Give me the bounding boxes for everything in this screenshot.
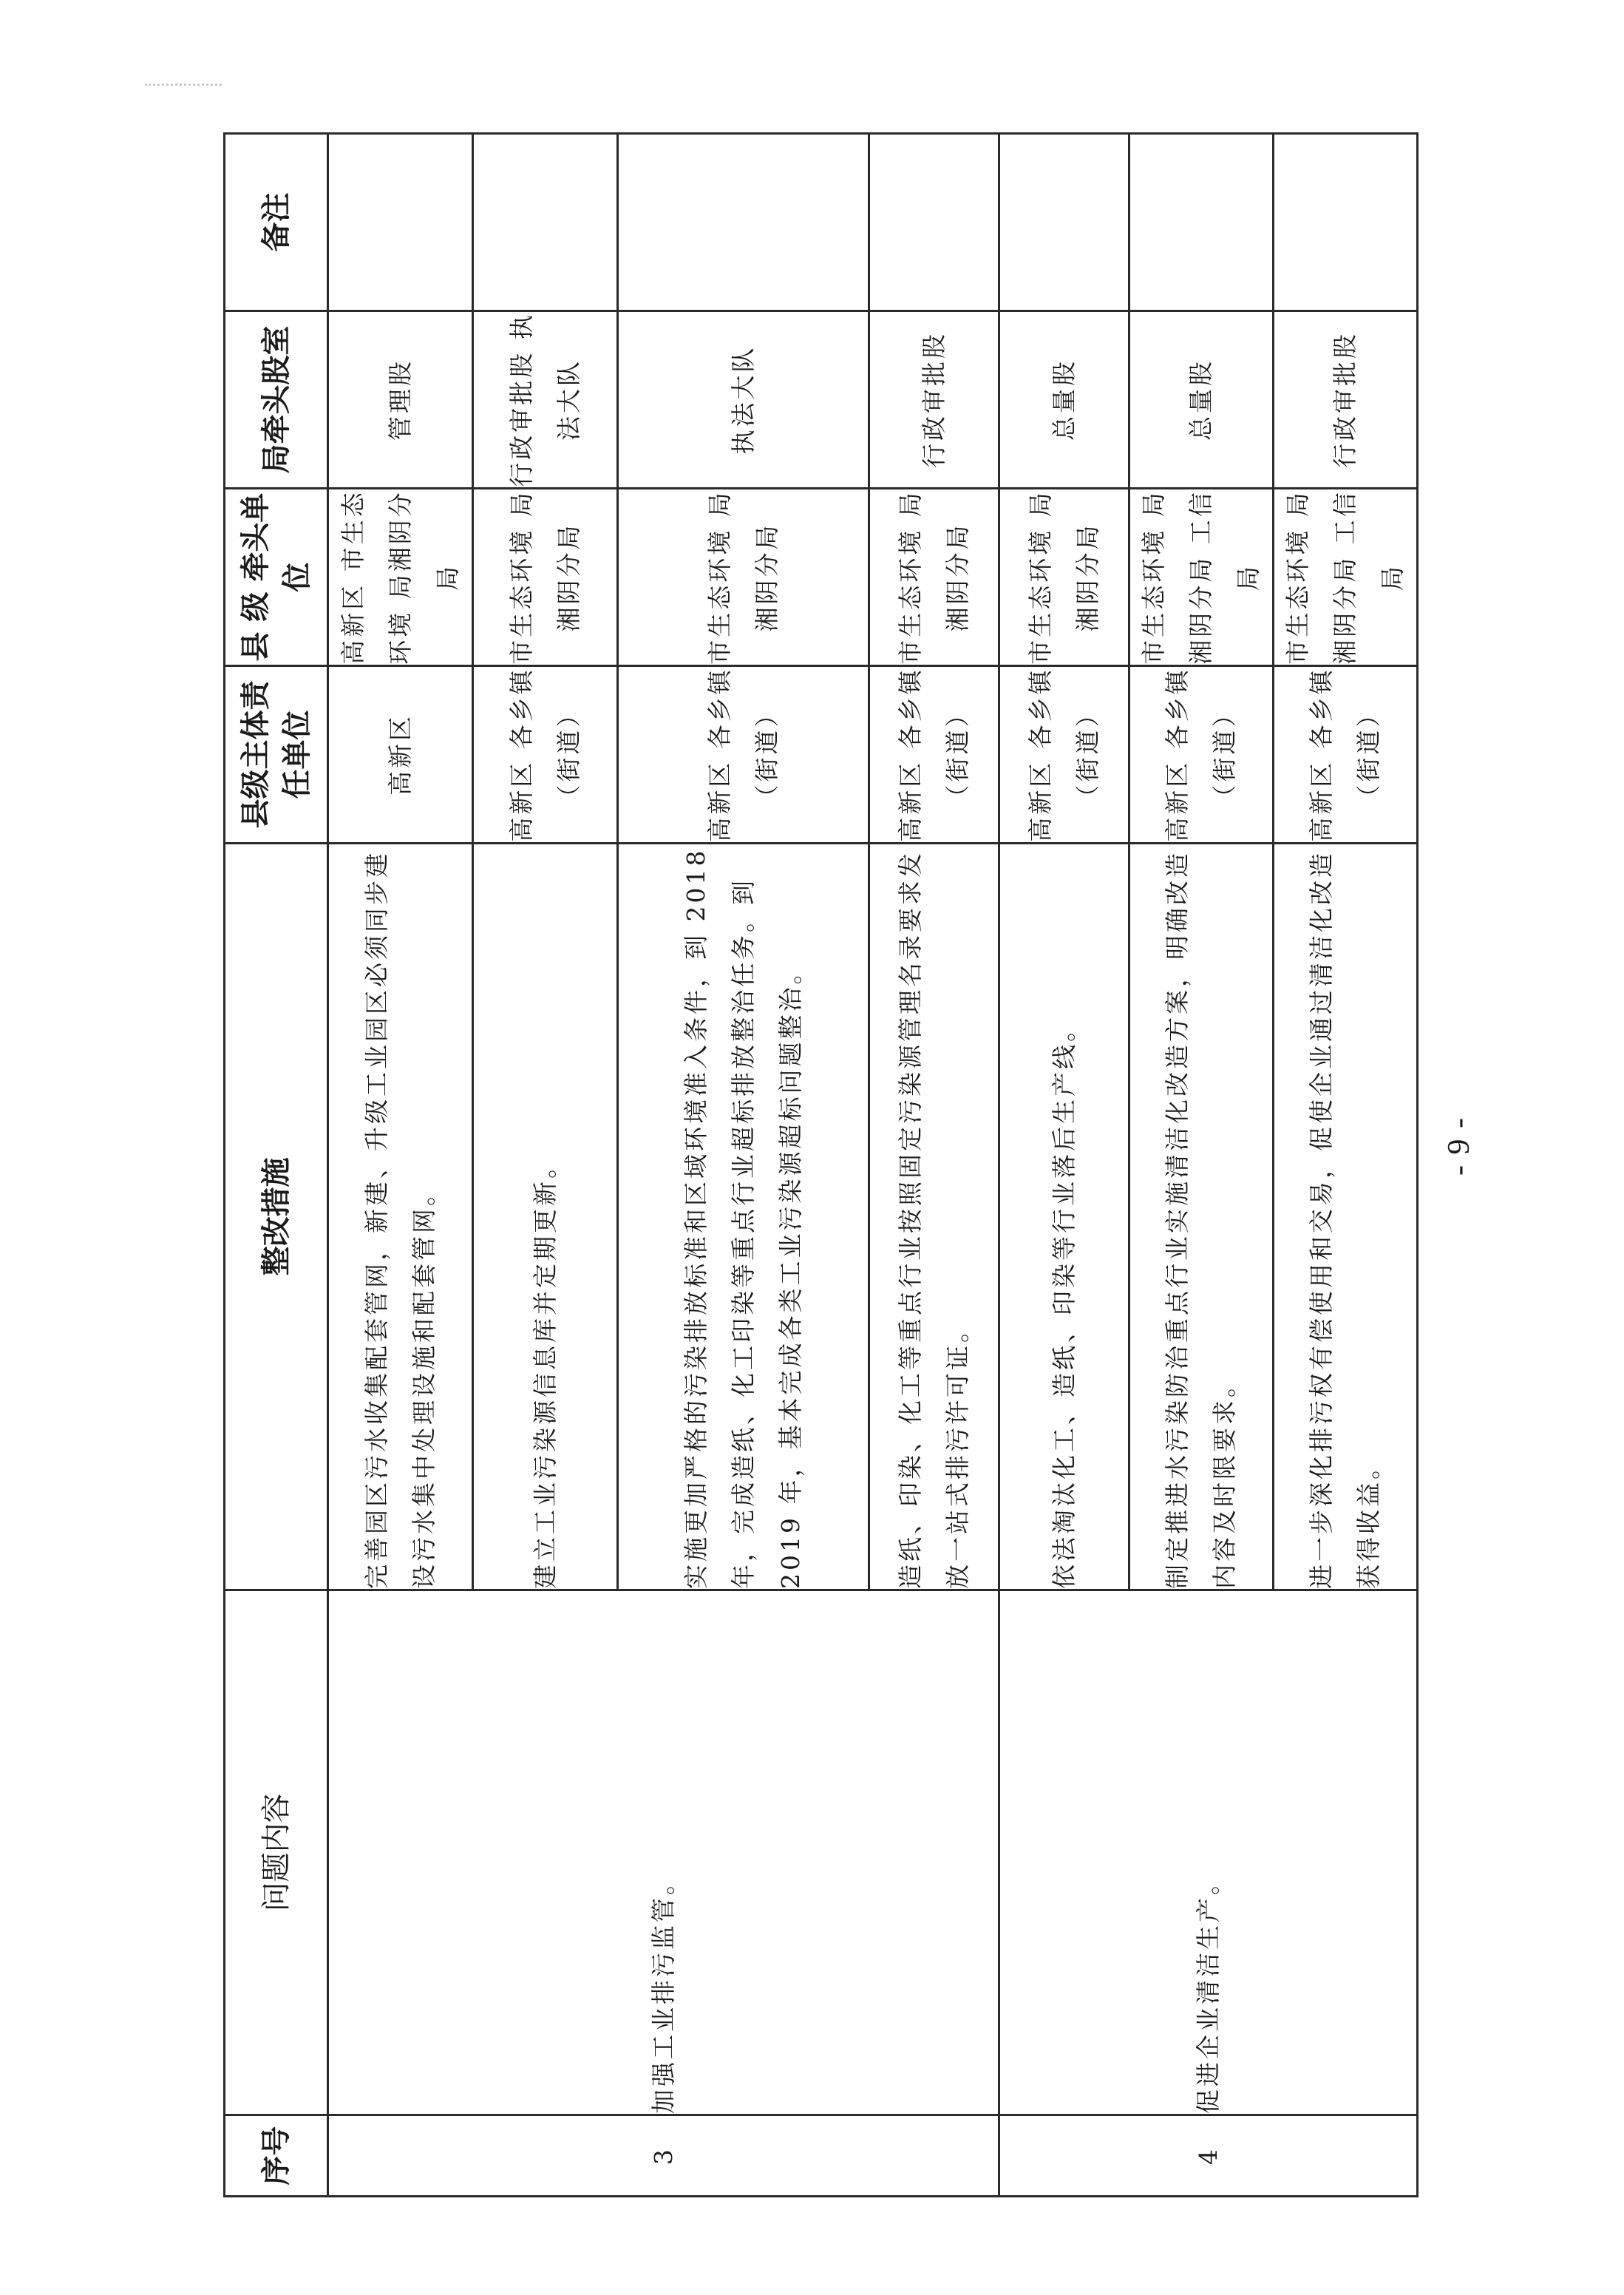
bureau-lead-cell: 总量股 (1129, 311, 1274, 489)
issue-cell: 加强工业排污监管。 (328, 1590, 999, 2115)
scan-artifact (145, 61, 222, 86)
bureau-lead-cell: 行政审批股 (869, 311, 999, 489)
county-lead-cell: 市生态环境 局湘阴分局 工信局 (1129, 489, 1274, 666)
note-cell (618, 134, 869, 311)
note-cell (869, 134, 999, 311)
header-note: 备注 (225, 134, 328, 311)
county-subject-cell: 高新区 各乡镇 （街道） (1274, 666, 1418, 844)
measure-cell: 依法淘汰化工、造纸、印染等行业落后生产线。 (999, 844, 1129, 1590)
note-cell (1129, 134, 1274, 311)
note-cell (1274, 134, 1418, 311)
bureau-lead-cell: 行政审批股 执法大队 (473, 311, 618, 489)
measure-cell: 建立工业污染源信息库并定期更新。 (473, 844, 618, 1590)
bureau-lead-cell: 管理股 (328, 311, 473, 489)
header-issue: 问题内容 (225, 1590, 328, 2115)
table-row (328, 134, 473, 2197)
county-subject-cell: 高新区 各乡镇 （街道） (473, 666, 618, 844)
county-subject-cell: 高新区 各乡镇 （街道） (618, 666, 869, 844)
county-lead-cell: 市生态环境 局湘阴分局 (999, 489, 1129, 666)
measure-cell: 进一步深化排污权有偿使用和交易，促使企业通过清洁化改造获得收益。 (1274, 844, 1418, 1590)
note-cell (473, 134, 618, 311)
row-number: 4 (999, 2115, 1418, 2197)
county-subject-cell: 高新区 (328, 666, 473, 844)
county-subject-cell: 高新区 各乡镇 （街道） (999, 666, 1129, 844)
county-lead-cell: 市生态环境 局湘阴分局 (869, 489, 999, 666)
county-lead-cell: 市生态环境 局湘阴分局 (473, 489, 618, 666)
header-county-subject: 县级主体责任单位 (225, 666, 328, 844)
measure-cell: 完善园区污水收集配套管网，新建、升级工业园区必须同步建设污水集中处理设施和配套管网。 (328, 844, 473, 1590)
table-header-row (225, 134, 328, 2197)
row-number: 3 (328, 2115, 999, 2197)
measure-cell: 造纸、印染、化工等重点行业按照固定污染源管理名录要求发放一站式排污许可证。 (869, 844, 999, 1590)
county-subject-cell: 高新区 各乡镇 （街道） (869, 666, 999, 844)
measure-cell: 制定推进水污染防治重点行业实施清洁化改造方案，明确改造内容及时限要求。 (1129, 844, 1274, 1590)
county-lead-cell: 市生态环境 局湘阴分局 (618, 489, 869, 666)
county-subject-cell: 高新区 各乡镇 （街道） (1129, 666, 1274, 844)
header-county-lead: 县 级 牵头单位 (225, 489, 328, 666)
header-measure: 整改措施 (225, 844, 328, 1590)
rectification-table (223, 132, 1419, 2197)
issue-cell: 促进企业清洁生产。 (999, 1590, 1418, 2115)
note-cell (328, 134, 473, 311)
note-cell (999, 134, 1129, 311)
bureau-lead-cell: 执法大队 (618, 311, 869, 489)
page-number: - 9 - (1442, 1116, 1476, 1176)
county-lead-cell: 市生态环境 局湘阴分局 工信局 (1274, 489, 1418, 666)
header-no: 序号 (225, 2115, 328, 2197)
county-lead-cell: 高新区 市生态环境 局湘阴分局 (328, 489, 473, 666)
measure-cell: 实施更加严格的污染排放标准和区域环境准入条件，到 2018 年，完成造纸、化工印染等重点行业超标排放整治任务。到 2019 年，基本完成各类工业污染源超标问题整治。 (618, 844, 869, 1590)
bureau-lead-cell: 行政审批股 (1274, 311, 1418, 489)
header-bureau-lead: 局牵头股室 (225, 311, 328, 489)
bureau-lead-cell: 总量股 (999, 311, 1129, 489)
table-row (999, 134, 1129, 2197)
